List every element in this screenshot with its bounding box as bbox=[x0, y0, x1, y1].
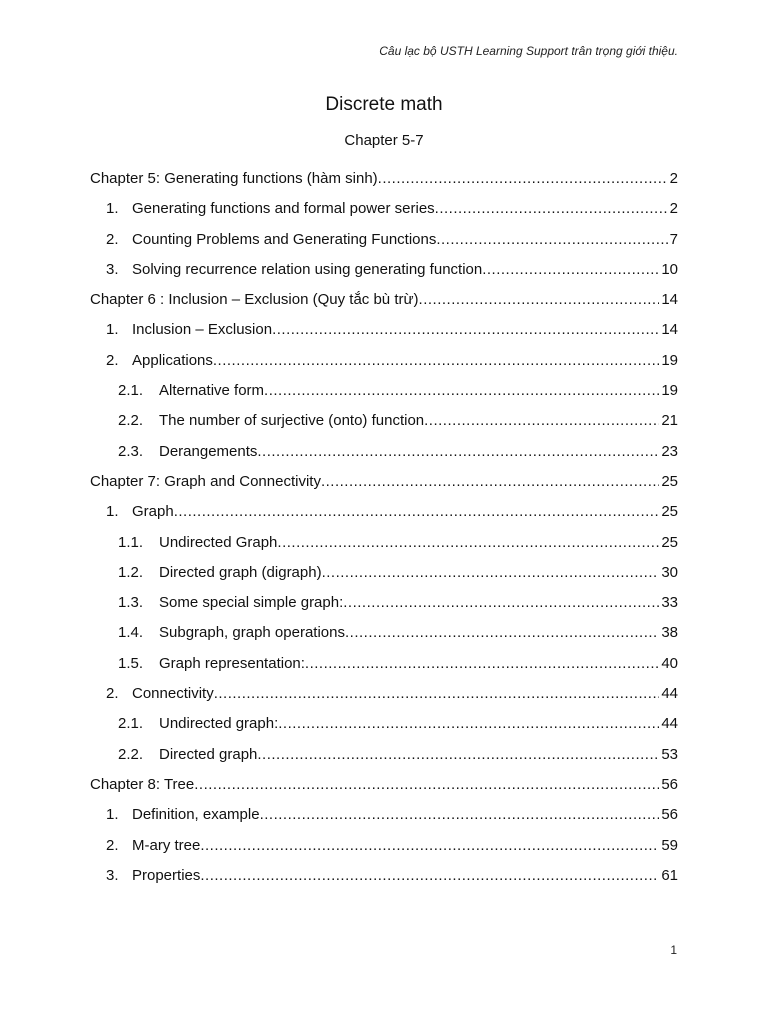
toc-entry-title: Directed graph (digraph) bbox=[159, 563, 322, 581]
page-title: Discrete math bbox=[325, 94, 443, 115]
toc-dot-leader bbox=[272, 315, 659, 345]
table-of-contents bbox=[90, 164, 678, 891]
toc-entry[interactable] bbox=[90, 861, 678, 891]
toc-entry-page: 56 bbox=[661, 806, 678, 824]
toc-entry-number: 1. bbox=[106, 200, 119, 218]
toc-entry[interactable] bbox=[90, 406, 678, 436]
toc-dot-leader bbox=[214, 679, 660, 709]
toc-entry-number: 3. bbox=[106, 260, 119, 278]
toc-entry-title: Derangements bbox=[159, 442, 258, 460]
toc-entry-title: Alternative form bbox=[159, 382, 265, 400]
toc-entry[interactable] bbox=[90, 467, 678, 497]
toc-entry-title: Chapter 5: Generating functions (hàm sinh) bbox=[90, 170, 378, 187]
toc-dot-leader bbox=[200, 831, 659, 861]
toc-entry-title: Chapter 8: Tree bbox=[90, 775, 195, 793]
toc-entry-page: 38 bbox=[661, 624, 678, 642]
toc-entry-number: 1.4. bbox=[118, 624, 144, 642]
toc-entry-number: 2.1. bbox=[118, 382, 144, 400]
toc-entry[interactable] bbox=[90, 679, 678, 709]
toc-entry[interactable] bbox=[90, 346, 678, 376]
toc-entry[interactable] bbox=[90, 618, 678, 648]
toc-entry-title: Applications bbox=[132, 351, 213, 369]
toc-entry-page: 30 bbox=[661, 563, 678, 581]
toc-entry[interactable] bbox=[90, 558, 678, 588]
toc-entry[interactable] bbox=[90, 800, 678, 830]
toc-dot-leader bbox=[257, 740, 659, 770]
toc-entry[interactable] bbox=[90, 740, 678, 770]
toc-entry-number: 2. bbox=[106, 351, 119, 369]
header-note: Câu lạc bộ USTH Learning Support trân trọng giới thiệu. bbox=[379, 44, 678, 58]
toc-entry-number: 3. bbox=[106, 866, 119, 884]
toc-entry-title: Properties bbox=[132, 866, 201, 884]
toc-entry-title: Graph bbox=[132, 503, 174, 521]
toc-entry-title: Connectivity bbox=[132, 685, 214, 703]
toc-dot-leader bbox=[378, 164, 668, 194]
toc-entry-page: 14 bbox=[661, 321, 678, 339]
toc-entry-title: Graph representation: bbox=[159, 654, 305, 672]
toc-entry-number: 2.2. bbox=[118, 412, 144, 430]
toc-entry[interactable] bbox=[90, 285, 678, 315]
toc-entry-page: 44 bbox=[661, 685, 678, 703]
toc-entry[interactable] bbox=[90, 649, 678, 679]
toc-dot-leader bbox=[435, 194, 668, 224]
toc-entry-number: 1.5. bbox=[118, 654, 144, 672]
toc-entry-page: 25 bbox=[661, 503, 678, 521]
toc-entry[interactable] bbox=[90, 437, 678, 467]
page-number: 1 bbox=[670, 943, 677, 957]
toc-entry[interactable] bbox=[90, 376, 678, 406]
toc-dot-leader bbox=[277, 528, 659, 558]
toc-dot-leader bbox=[343, 588, 659, 618]
toc-entry[interactable] bbox=[90, 770, 678, 800]
toc-entry-number: 1.3. bbox=[118, 594, 144, 612]
toc-dot-leader bbox=[213, 346, 659, 376]
toc-entry-number: 2.1. bbox=[118, 715, 144, 733]
toc-dot-leader bbox=[322, 558, 660, 588]
toc-entry-number: 2. bbox=[106, 685, 119, 703]
toc-dot-leader bbox=[424, 406, 659, 436]
toc-dot-leader bbox=[200, 861, 659, 891]
toc-entry-page: 53 bbox=[661, 745, 678, 763]
toc-entry[interactable] bbox=[90, 225, 678, 255]
toc-entry[interactable] bbox=[90, 709, 678, 739]
toc-entry-title: Solving recurrence relation using generating function bbox=[132, 260, 483, 278]
toc-entry[interactable] bbox=[90, 588, 678, 618]
toc-entry[interactable] bbox=[90, 194, 678, 224]
toc-entry[interactable] bbox=[90, 164, 678, 194]
toc-entry-title: The number of surjective (onto) function bbox=[159, 412, 425, 430]
toc-entry-title: Subgraph, graph operations bbox=[159, 624, 345, 642]
toc-entry-page: 40 bbox=[661, 654, 678, 672]
toc-entry-page: 59 bbox=[661, 836, 678, 854]
toc-entry-page: 2 bbox=[669, 170, 678, 187]
toc-entry-page: 61 bbox=[661, 866, 678, 884]
toc-entry-title: Counting Problems and Generating Functions bbox=[132, 230, 437, 248]
toc-dot-leader bbox=[174, 497, 660, 527]
toc-dot-leader bbox=[321, 467, 659, 497]
toc-dot-leader bbox=[264, 376, 659, 406]
toc-entry-page: 19 bbox=[661, 382, 678, 400]
toc-entry-page: 25 bbox=[661, 472, 678, 490]
toc-entry-page: 10 bbox=[661, 260, 678, 278]
toc-dot-leader bbox=[419, 285, 660, 315]
toc-dot-leader bbox=[305, 649, 659, 679]
toc-dot-leader bbox=[436, 225, 667, 255]
toc-entry-page: 25 bbox=[661, 533, 678, 551]
toc-entry[interactable] bbox=[90, 831, 678, 861]
toc-entry-number: 1. bbox=[106, 806, 119, 824]
toc-entry-title: Chapter 7: Graph and Connectivity bbox=[90, 472, 321, 490]
toc-entry-title: Undirected Graph bbox=[159, 533, 278, 551]
toc-dot-leader bbox=[345, 618, 659, 648]
toc-entry-number: 1.2. bbox=[118, 563, 144, 581]
toc-entry-title: M-ary tree bbox=[132, 836, 201, 854]
toc-dot-leader bbox=[194, 770, 659, 800]
toc-entry-title: Chapter 6 : Inclusion – Exclusion (Quy tắc bù trừ) bbox=[90, 291, 419, 309]
toc-entry[interactable] bbox=[90, 255, 678, 285]
toc-dot-leader bbox=[260, 800, 660, 830]
page-subtitle: Chapter 5-7 bbox=[344, 132, 424, 149]
toc-entry-title: Generating functions and formal power series bbox=[132, 200, 435, 218]
toc-entry-page: 19 bbox=[661, 351, 678, 369]
toc-entry[interactable] bbox=[90, 497, 678, 527]
toc-entry[interactable] bbox=[90, 528, 678, 558]
toc-entry-title: Undirected graph: bbox=[159, 715, 279, 733]
toc-dot-leader bbox=[482, 255, 659, 285]
toc-entry-page: 23 bbox=[661, 442, 678, 460]
toc-entry-title: Inclusion – Exclusion bbox=[132, 321, 273, 339]
toc-entry[interactable] bbox=[90, 315, 678, 345]
toc-entry-title: Directed graph bbox=[159, 745, 258, 763]
toc-entry-title: Some special simple graph: bbox=[159, 594, 344, 612]
toc-entry-number: 2.2. bbox=[118, 745, 144, 763]
toc-entry-number: 2. bbox=[106, 230, 119, 248]
toc-entry-page: 2 bbox=[669, 200, 678, 218]
toc-entry-page: 44 bbox=[661, 715, 678, 733]
toc-dot-leader bbox=[278, 709, 659, 739]
toc-entry-number: 2. bbox=[106, 836, 119, 854]
toc-entry-number: 1. bbox=[106, 503, 119, 521]
toc-entry-page: 33 bbox=[661, 594, 678, 612]
toc-dot-leader bbox=[257, 437, 659, 467]
toc-entry-page: 56 bbox=[661, 775, 678, 793]
toc-entry-number: 2.3. bbox=[118, 442, 144, 460]
toc-entry-page: 7 bbox=[669, 230, 678, 248]
toc-entry-page: 14 bbox=[661, 291, 678, 309]
toc-entry-number: 1. bbox=[106, 321, 119, 339]
toc-entry-number: 1.1. bbox=[118, 533, 144, 551]
toc-entry-title: Definition, example bbox=[132, 806, 260, 824]
toc-entry-page: 21 bbox=[661, 412, 678, 430]
